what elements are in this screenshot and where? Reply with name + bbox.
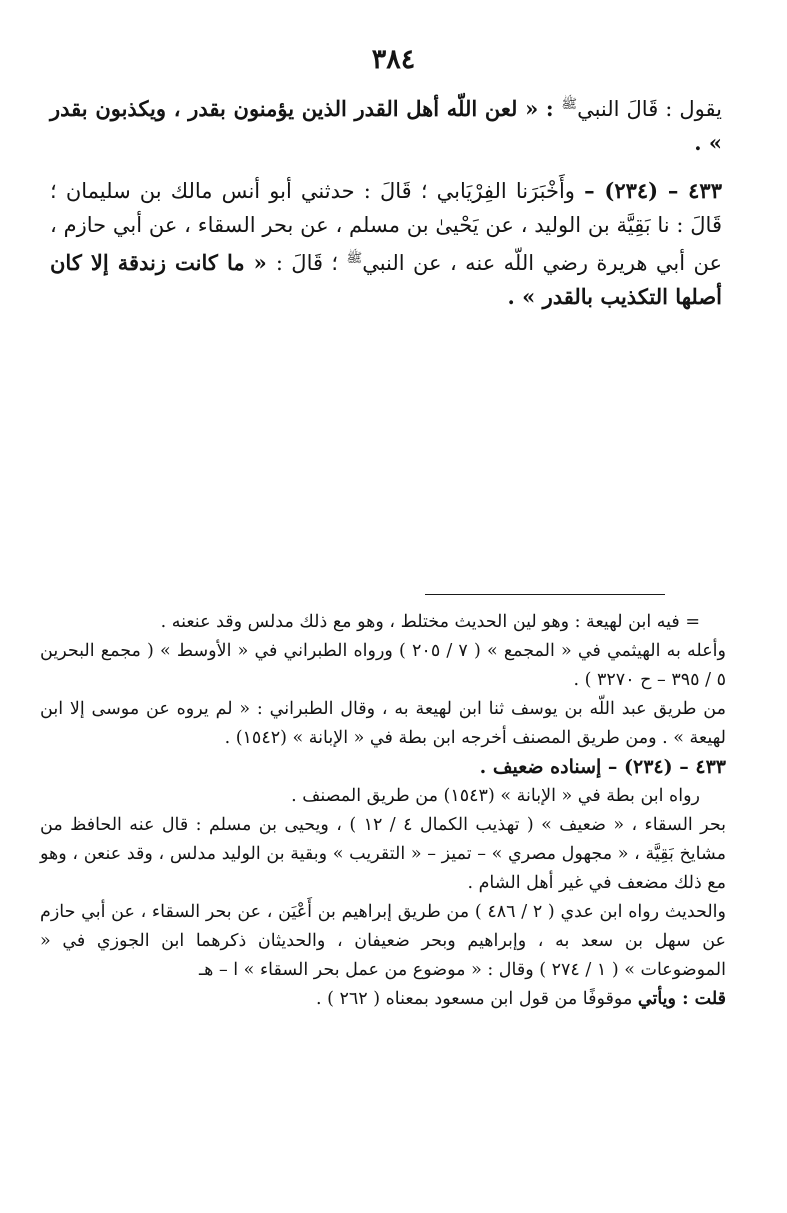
main-paragraph-2 xyxy=(50,174,722,314)
footnote-7-text: موقوفًا من قول ابن مسعود بمعناه ( ٢٦٢ ) . xyxy=(315,989,638,1009)
footnote-heading-433: ٤٣٣ – (٢٣٤) – إسناده ضعيف . xyxy=(479,756,726,778)
p2-text-2: ؛ قَالَ : xyxy=(275,251,347,275)
footnote-line-4: رواه ابن بطة في « الإبانة » (١٥٤٣) من طريق المصنف . xyxy=(291,786,700,806)
salla-symbol: ﷺ xyxy=(561,97,578,112)
footnote-divider xyxy=(425,594,665,595)
footnote-line-7 xyxy=(40,985,726,1014)
main-text xyxy=(50,88,722,314)
hadith-number: ٤٣٣ – (٢٣٤) – xyxy=(584,178,722,203)
p1-intro: يقول : قَالَ النبي xyxy=(577,97,722,121)
salla-symbol-2: ﷺ xyxy=(346,251,363,266)
p2-quote: « ما كانت زندقة إلا كان أصلها التكذيب بالقدر » . xyxy=(50,250,722,309)
page-number: ٣٨٤ xyxy=(371,44,416,75)
p2-text: وأَخْبَرَنا الفِرْيَابي ؛ قَالَ : حدثني أبو أنس مالك بن سليمان ؛ قَالَ : نا بَقِيَّة بن الوليد ، عن يَحْيىٰ بن مسلم ، عن بحر السقاء ، عن أبي حازم ، عن أبي هريرة رضي اللّه عنه ، عن النبي xyxy=(50,179,723,275)
p1-quote: : « لعن اللّه أهل القدر الذين يؤمنون بقدر ، ويكذبون بقدر » . xyxy=(50,96,722,155)
footnote-line-5: بحر السقاء ، « ضعيف » ( تهذيب الكمال ٤ / ١٢ ) ، ويحيى بن مسلم : قال عنه الحافظ من مشايخ بَقِيَّة ، « مجهول مصري » – تميز – « التقريب » وبقية بن الوليد مدلس ، وقد عنعن ، وهو مع ذلك مضعف في غير أهل الشام . xyxy=(40,815,726,893)
footnote-line-3: من طريق عبد اللّه بن يوسف ثنا ابن لهيعة به ، وقال الطبراني : « لم يروه عن موسى إلا ابن لهيعة » . ومن طريق المصنف أخرجه ابن بطة في « الإبانة » (١٥٤٢) . xyxy=(40,699,726,748)
footnote-line-6: والحديث رواه ابن عدي ( ٢ / ٤٨٦ ) من طريق إبراهيم بن أَعْيَن ، عن بحر السقاء ، عن أبي حازم عن سهل بن سعد به ، وإبراهيم وبحر ضعيفان ، والحديثان ذكرهما ابن الجوزي في « الموضوعات » ( ١ / ٢٧٤ ) وقال : « موضوع من عمل بحر السقاء » ا – هـ xyxy=(40,902,726,980)
main-paragraph-1 xyxy=(50,88,722,160)
footnote-line-1: = فيه ابن لهيعة : وهو لين الحديث مختلط ، وهو مع ذلك مدلس وقد عنعنه . xyxy=(160,612,700,632)
footnote-7-label: قلت : ويأتي xyxy=(637,989,726,1009)
footnotes xyxy=(40,608,726,1014)
footnote-line-2: وأعله به الهيثمي في « المجمع » ( ٧ / ٢٠٥ ) ورواه الطبراني في « الأوسط » ( مجمع البحرين ٥ / ٣٩٥ – ح ٣٢٧٠ ) . xyxy=(40,641,726,690)
